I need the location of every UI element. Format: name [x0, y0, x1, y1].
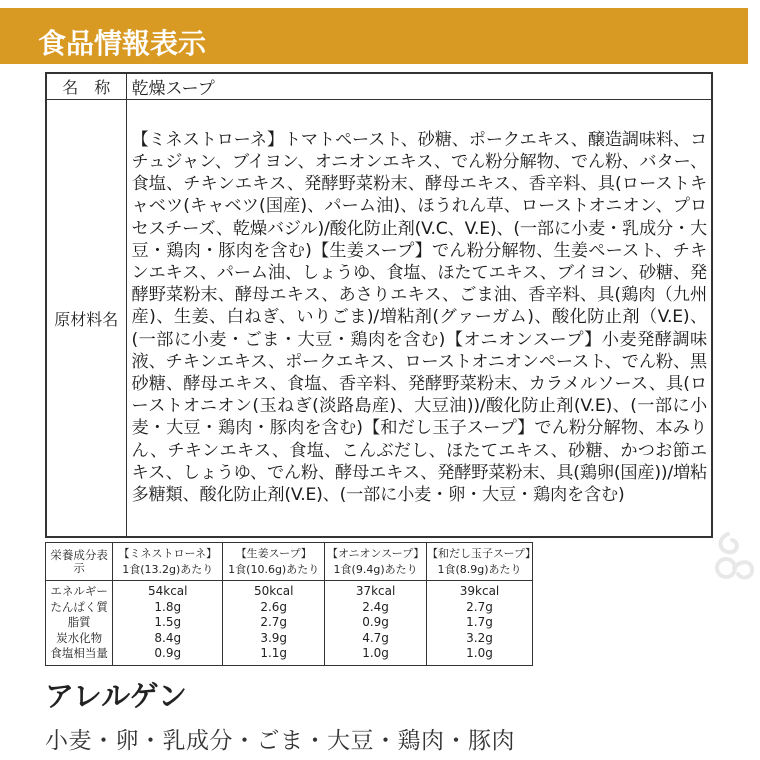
nutrient-value: 0.9g — [362, 615, 389, 629]
ingredients-text: 【ミネストローネ】トマトペースト、砂糖、ポークエキス、醸造調味料、コチュジャン、ブイヨン、オニオンエキス、でん粉分解物、でん粉、バター、食塩、チキンエキス、発酵野菜粉末、酵母エキス、香辛料、具(ローストキャベツ(キャベツ(国産)、パーム油)、ほうれん草、ローストオニオン、プロセスチーズ、乾燥バジル)/酸化防止剤(V.C、V.E)、(一部に小麦・乳成分・大豆・鶏肉・豚肉を含む)【生姜スープ】でん粉分解物、生姜ペースト、チキンエキス、パーム油、しょうゆ、食塩、ほたてエキス、ブイヨン、砂糖、発酵野菜粉末、酵母エキス、あさりエキス、ごま油、香辛料、具(鶏肉（九州産)、生姜、白ねぎ、いりごま)/増粘剤(グァーガム)、酸化防止剤（V.E)、(一部に小麦・ごま・大豆・鶏肉を含む)【オニオンスープ】小麦発酵調味液、チキンエキス、ポークエキス、ローストオニオンペースト、でん粉、黒砂糖、酵母エキス、食塩、香辛料、発酵野菜粉末、カラメルソース、具(ローストオニオン(玉ねぎ(淡路島産)、大豆油))/酸化防止剤(V.E)、(一部に小麦・大豆・鶏肉・豚肉を含む)【和だし玉子スープ】でん粉分解物、本みりん、チキンエキス、食塩、こんぶだし、ほたてエキス、砂糖、かつお節エキス、しょうゆ、でん粉、酵母エキス、発酵野菜粉末、具(鶏卵(国産))/増粘多糖類、酸化防止剤(V.E)、(一部に小麦・卵・大豆・鶏肉を含む) — [126, 100, 712, 538]
ingredients-row — [46, 100, 712, 538]
serving-size: 1食(10.6g)あたり — [228, 563, 320, 576]
nutrition-col-head — [113, 543, 223, 581]
nutrient-value: 1.5g — [154, 615, 182, 629]
nutrient-value: 0.9g — [154, 646, 182, 660]
nutrient-value: 1.0g — [466, 646, 493, 660]
ingredients-label: 原材料名 — [46, 100, 126, 538]
serving-size: 1食(13.2g)あたり — [122, 563, 214, 576]
nutrient-name: たんぱく質 — [50, 599, 108, 614]
name-row — [46, 73, 712, 100]
nutrition-label: 栄養成分表示 — [46, 543, 113, 581]
nutrient-name: 食塩相当量 — [50, 646, 108, 660]
soup-name: 【オニオンスープ】 — [326, 547, 425, 560]
name-value: 乾燥スープ — [126, 73, 712, 100]
allergen-list: 小麦・卵・乳成分・ごま・大豆・鶏肉・豚肉 — [45, 728, 515, 754]
nutrient-value: 39kcal — [459, 584, 500, 598]
nutrient-values — [325, 581, 427, 666]
nutrient-value: 2.7g — [260, 615, 288, 629]
nutrition-header-row — [46, 543, 533, 581]
nutrient-values — [113, 581, 223, 666]
nutrient-value: 1.7g — [466, 615, 493, 629]
nutrient-value: 2.6g — [260, 599, 288, 614]
nutrient-name: 脂質 — [67, 615, 91, 629]
nutrient-values — [427, 581, 533, 666]
page-title: 食品情報表示 — [38, 27, 207, 60]
nutrient-name: 炭水化物 — [56, 630, 103, 645]
nutrient-value: 4.7g — [362, 630, 389, 645]
nutrient-value: 1.0g — [362, 646, 389, 660]
allergen-heading: アレルゲン — [45, 679, 187, 713]
nutrition-table — [45, 542, 537, 666]
name-label: 名 称 — [46, 73, 126, 100]
nutrient-value: 54kcal — [147, 584, 188, 598]
soup-name: 【ミネストローネ】 — [118, 547, 217, 560]
nutrition-col-head — [325, 543, 427, 581]
product-info-table — [45, 72, 713, 538]
nutrient-value: 3.2g — [466, 630, 493, 645]
nutrition-col-head — [223, 543, 325, 581]
nutrient-names — [46, 581, 113, 666]
nutrient-value: 37kcal — [355, 584, 396, 598]
nutrition-body-row — [46, 581, 533, 666]
nutrition-col-head — [427, 543, 537, 581]
nutrient-value: 1.8g — [154, 599, 182, 614]
nutrient-value: 2.4g — [362, 599, 389, 614]
serving-size: 1食(8.9g)あたり — [437, 563, 522, 576]
nutrient-values — [223, 581, 325, 666]
nutrient-value: 2.7g — [466, 599, 493, 614]
serving-size: 1食(9.4g)あたり — [333, 563, 418, 576]
nutrient-value: 8.4g — [154, 630, 182, 645]
soup-name: 【和だし玉子スープ】 — [427, 547, 537, 560]
nutrient-value: 50kcal — [253, 584, 294, 598]
watermark-logo-icon — [710, 524, 758, 584]
nutrient-value: 3.9g — [260, 630, 288, 645]
nutrient-name: エネルギー — [50, 584, 108, 598]
header-bar — [0, 8, 748, 64]
nutrient-value: 1.1g — [260, 646, 288, 660]
soup-name: 【生姜スープ】 — [235, 547, 312, 560]
